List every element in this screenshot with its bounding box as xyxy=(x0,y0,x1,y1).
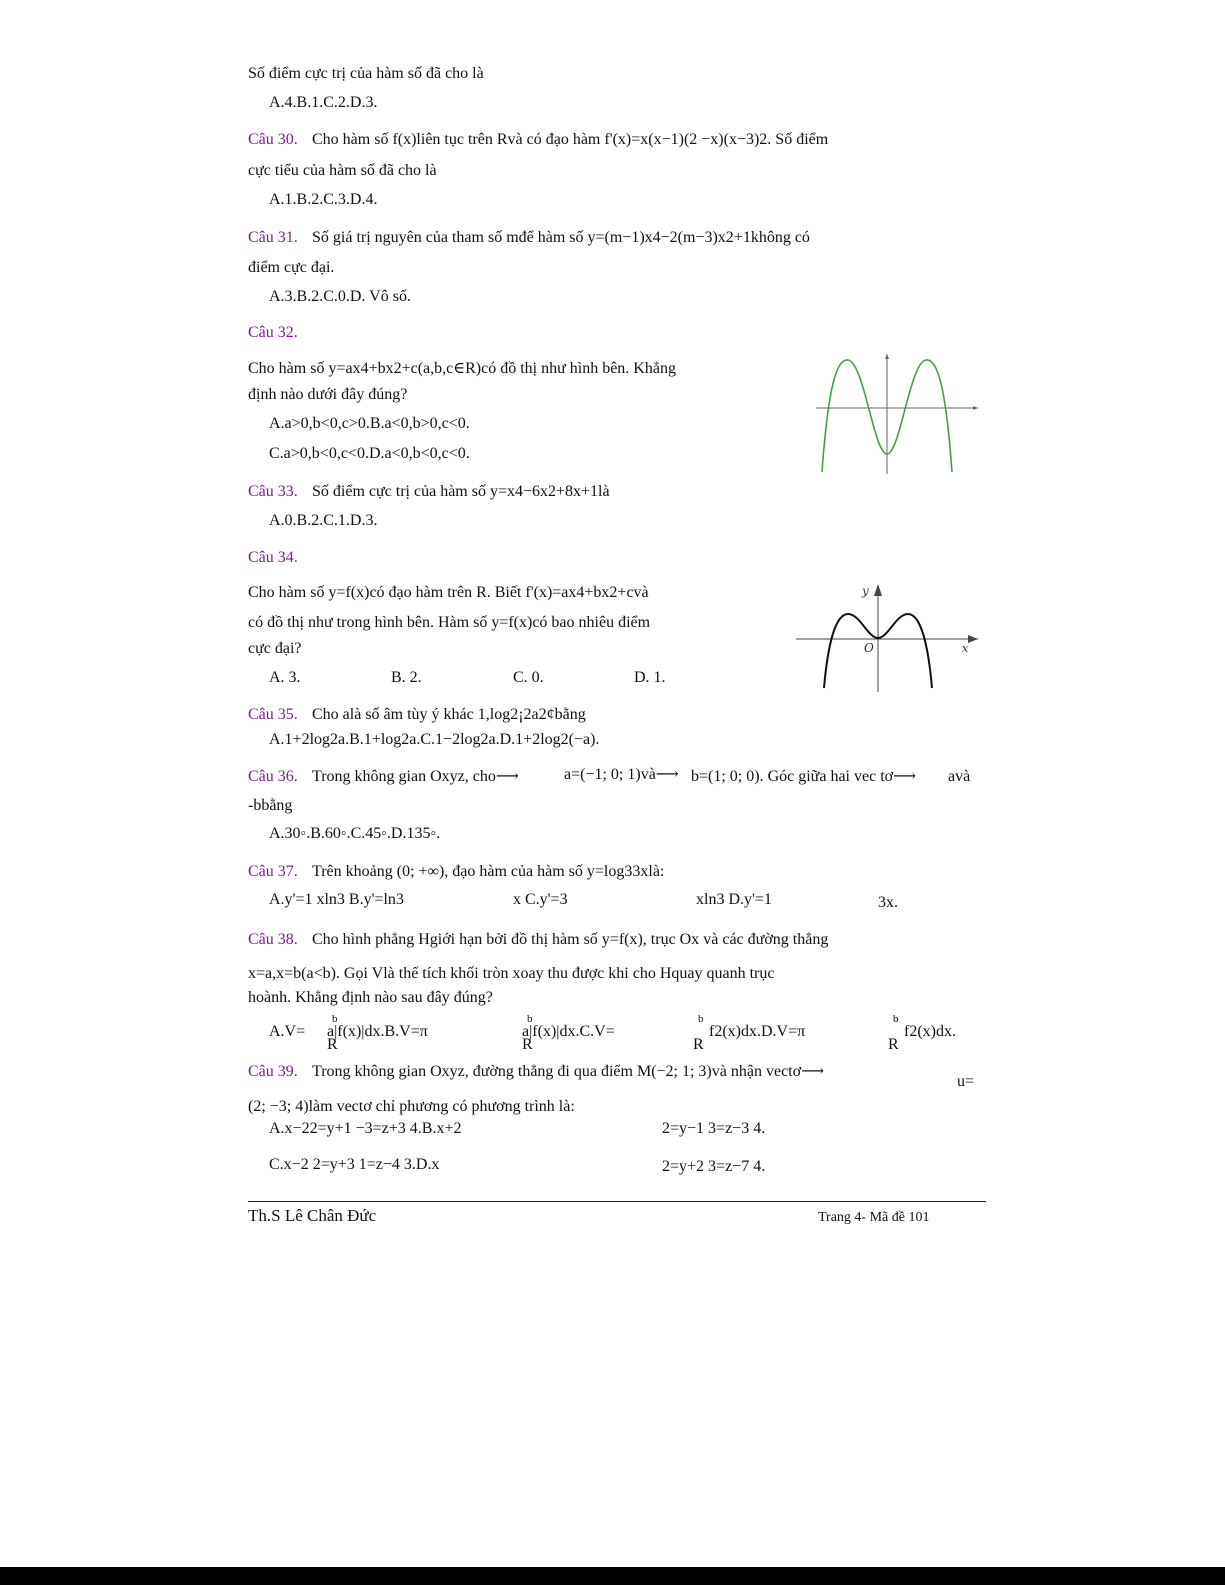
question-text: Cho hàm số y=ax4+bx2+c(a,b,c∈R)có đồ thị như hình bên. Khẳng xyxy=(248,360,676,377)
question-text: định nào dưới đây đúng? xyxy=(248,386,408,403)
answer-option: C. 0. xyxy=(513,669,544,686)
answer-option: A. 3. xyxy=(269,669,301,686)
question-text: cực đại? xyxy=(248,640,302,657)
answer-line: 2=y−1 3=z−3 4. xyxy=(662,1120,766,1137)
answer-line: A.a>0,b<0,c>0.B.a<0,b>0,c<0. xyxy=(269,415,470,432)
answer-line: A.1+2log2a.B.1+log2a.C.1−2log2a.D.1+2log2(−a). xyxy=(269,731,600,748)
integral-sign: R xyxy=(522,1036,533,1053)
text-line: Số điểm cực trị của hàm số đã cho là xyxy=(248,65,484,82)
answer-line: a|f(x)|dx.C.V= xyxy=(522,1023,615,1040)
question-text: Cho alà số âm tùy ý khác 1,log2¡2a2¢bằng xyxy=(312,706,586,723)
page-bottom-edge xyxy=(0,1567,1225,1585)
answer-line: A.0.B.2.C.1.D.3. xyxy=(269,512,378,529)
footer-divider xyxy=(248,1201,986,1202)
footer-author: Th.S Lê Chân Đức xyxy=(248,1206,377,1225)
answer-option: D. 1. xyxy=(634,669,666,686)
question-text: Trong không gian Oxyz, cho⟶ xyxy=(312,768,519,785)
question-label: Câu 35. xyxy=(248,706,298,723)
question-label: Câu 38. xyxy=(248,931,298,948)
answer-line: 2=y+2 3=z−7 4. xyxy=(662,1158,766,1175)
graph-figure-q34 xyxy=(796,582,982,694)
question-label: Câu 39. xyxy=(248,1063,298,1080)
question-text: Số điểm cực trị của hàm số y=x4−6x2+8x+1là xyxy=(312,483,610,500)
question-text: có đồ thị như trong hình bên. Hàm số y=f(x)có bao nhiêu điểm xyxy=(248,614,651,631)
question-label: Câu 34. xyxy=(248,549,298,566)
question-text: Trên khoảng (0; +∞), đạo hàm của hàm số y=log33xlà: xyxy=(312,863,665,880)
integral-upper-bound: b xyxy=(527,1013,533,1025)
answer-line: A.4.B.1.C.2.D.3. xyxy=(269,94,378,111)
answer-line: x C.y'=3 xyxy=(513,891,568,908)
answer-line: a|f(x)|dx.B.V=π xyxy=(327,1023,428,1040)
answer-line: 3x. xyxy=(878,894,898,911)
question-text: Cho hình phẳng Hgiới hạn bởi đồ thị hàm số y=f(x), trục Ox và các đường thẳng xyxy=(312,931,829,948)
question-label: Câu 33. xyxy=(248,483,298,500)
integral-sign: R xyxy=(888,1036,899,1053)
axis-label-x: x xyxy=(962,642,969,655)
origin-label: O xyxy=(864,641,874,655)
integral-upper-bound: b xyxy=(893,1013,899,1025)
question-text: Số giá trị nguyên của tham số mđể hàm số y=(m−1)x4−2(m−3)x2+1không có xyxy=(312,229,810,246)
question-text: x=a,x=b(a<b). Gọi Vlà thể tích khối tròn xoay thu được khi cho Hquay quanh trục xyxy=(248,965,775,982)
question-text: b=(1; 0; 0). Góc giữa hai vec tơ⟶ xyxy=(691,768,917,785)
footer-page-number: Trang 4- Mã đề 101 xyxy=(818,1210,930,1225)
answer-line: A.30◦.B.60◦.C.45◦.D.135◦. xyxy=(269,825,441,842)
question-text: -bbằng xyxy=(248,797,293,814)
answer-option: B. 2. xyxy=(391,669,422,686)
answer-line: A.x−22=y+1 −3=z+3 4.B.x+2 xyxy=(269,1120,462,1137)
question-text: u= xyxy=(957,1073,975,1090)
axis-label-y: y xyxy=(862,584,869,598)
question-label: Câu 32. xyxy=(248,324,298,341)
question-text: Trong không gian Oxyz, đường thẳng đi qua điểm M(−2; 1; 3)và nhận vectơ⟶ xyxy=(312,1063,825,1080)
question-text: avà xyxy=(948,768,971,785)
question-text: hoành. Khẳng định nào sau đây đúng? xyxy=(248,989,493,1006)
question-text: điểm cực đại. xyxy=(248,259,335,276)
question-text: Cho hàm số y=f(x)có đạo hàm trên R. Biết f'(x)=ax4+bx2+cvà xyxy=(248,584,649,601)
integral-upper-bound: b xyxy=(698,1013,704,1025)
answer-line: f2(x)dx. xyxy=(904,1023,956,1040)
integral-sign: R xyxy=(693,1036,704,1053)
answer-line: xln3 D.y'=1 xyxy=(696,891,772,908)
question-label: Câu 31. xyxy=(248,229,298,246)
question-label: Câu 36. xyxy=(248,768,298,785)
question-text: Cho hàm số f(x)liên tục trên Rvà có đạo hàm f'(x)=x(x−1)(2 −x)(x−3)2. Số điểm xyxy=(312,131,829,148)
graph-figure-q32 xyxy=(812,350,982,478)
integral-upper-bound: b xyxy=(332,1013,338,1025)
question-text: cực tiểu của hàm số đã cho là xyxy=(248,162,437,179)
question-label: Câu 30. xyxy=(248,131,298,148)
question-text: (2; −3; 4)làm vectơ chỉ phương có phương trình là: xyxy=(248,1098,575,1115)
answer-line: A.3.B.2.C.0.D. Vô số. xyxy=(269,288,411,305)
answer-line: A.V= xyxy=(269,1023,306,1040)
answer-line: A.1.B.2.C.3.D.4. xyxy=(269,191,378,208)
answer-line: f2(x)dx.D.V=π xyxy=(709,1023,806,1040)
answer-line: A.y'=1 xln3 B.y'=ln3 xyxy=(269,891,404,908)
answer-line: C.x−2 2=y+3 1=z−4 3.D.x xyxy=(269,1156,440,1173)
question-label: Câu 37. xyxy=(248,863,298,880)
question-text: a=(−1; 0; 1)và⟶ xyxy=(564,766,679,783)
integral-sign: R xyxy=(327,1036,338,1053)
answer-line: C.a>0,b<0,c<0.D.a<0,b<0,c<0. xyxy=(269,445,470,462)
